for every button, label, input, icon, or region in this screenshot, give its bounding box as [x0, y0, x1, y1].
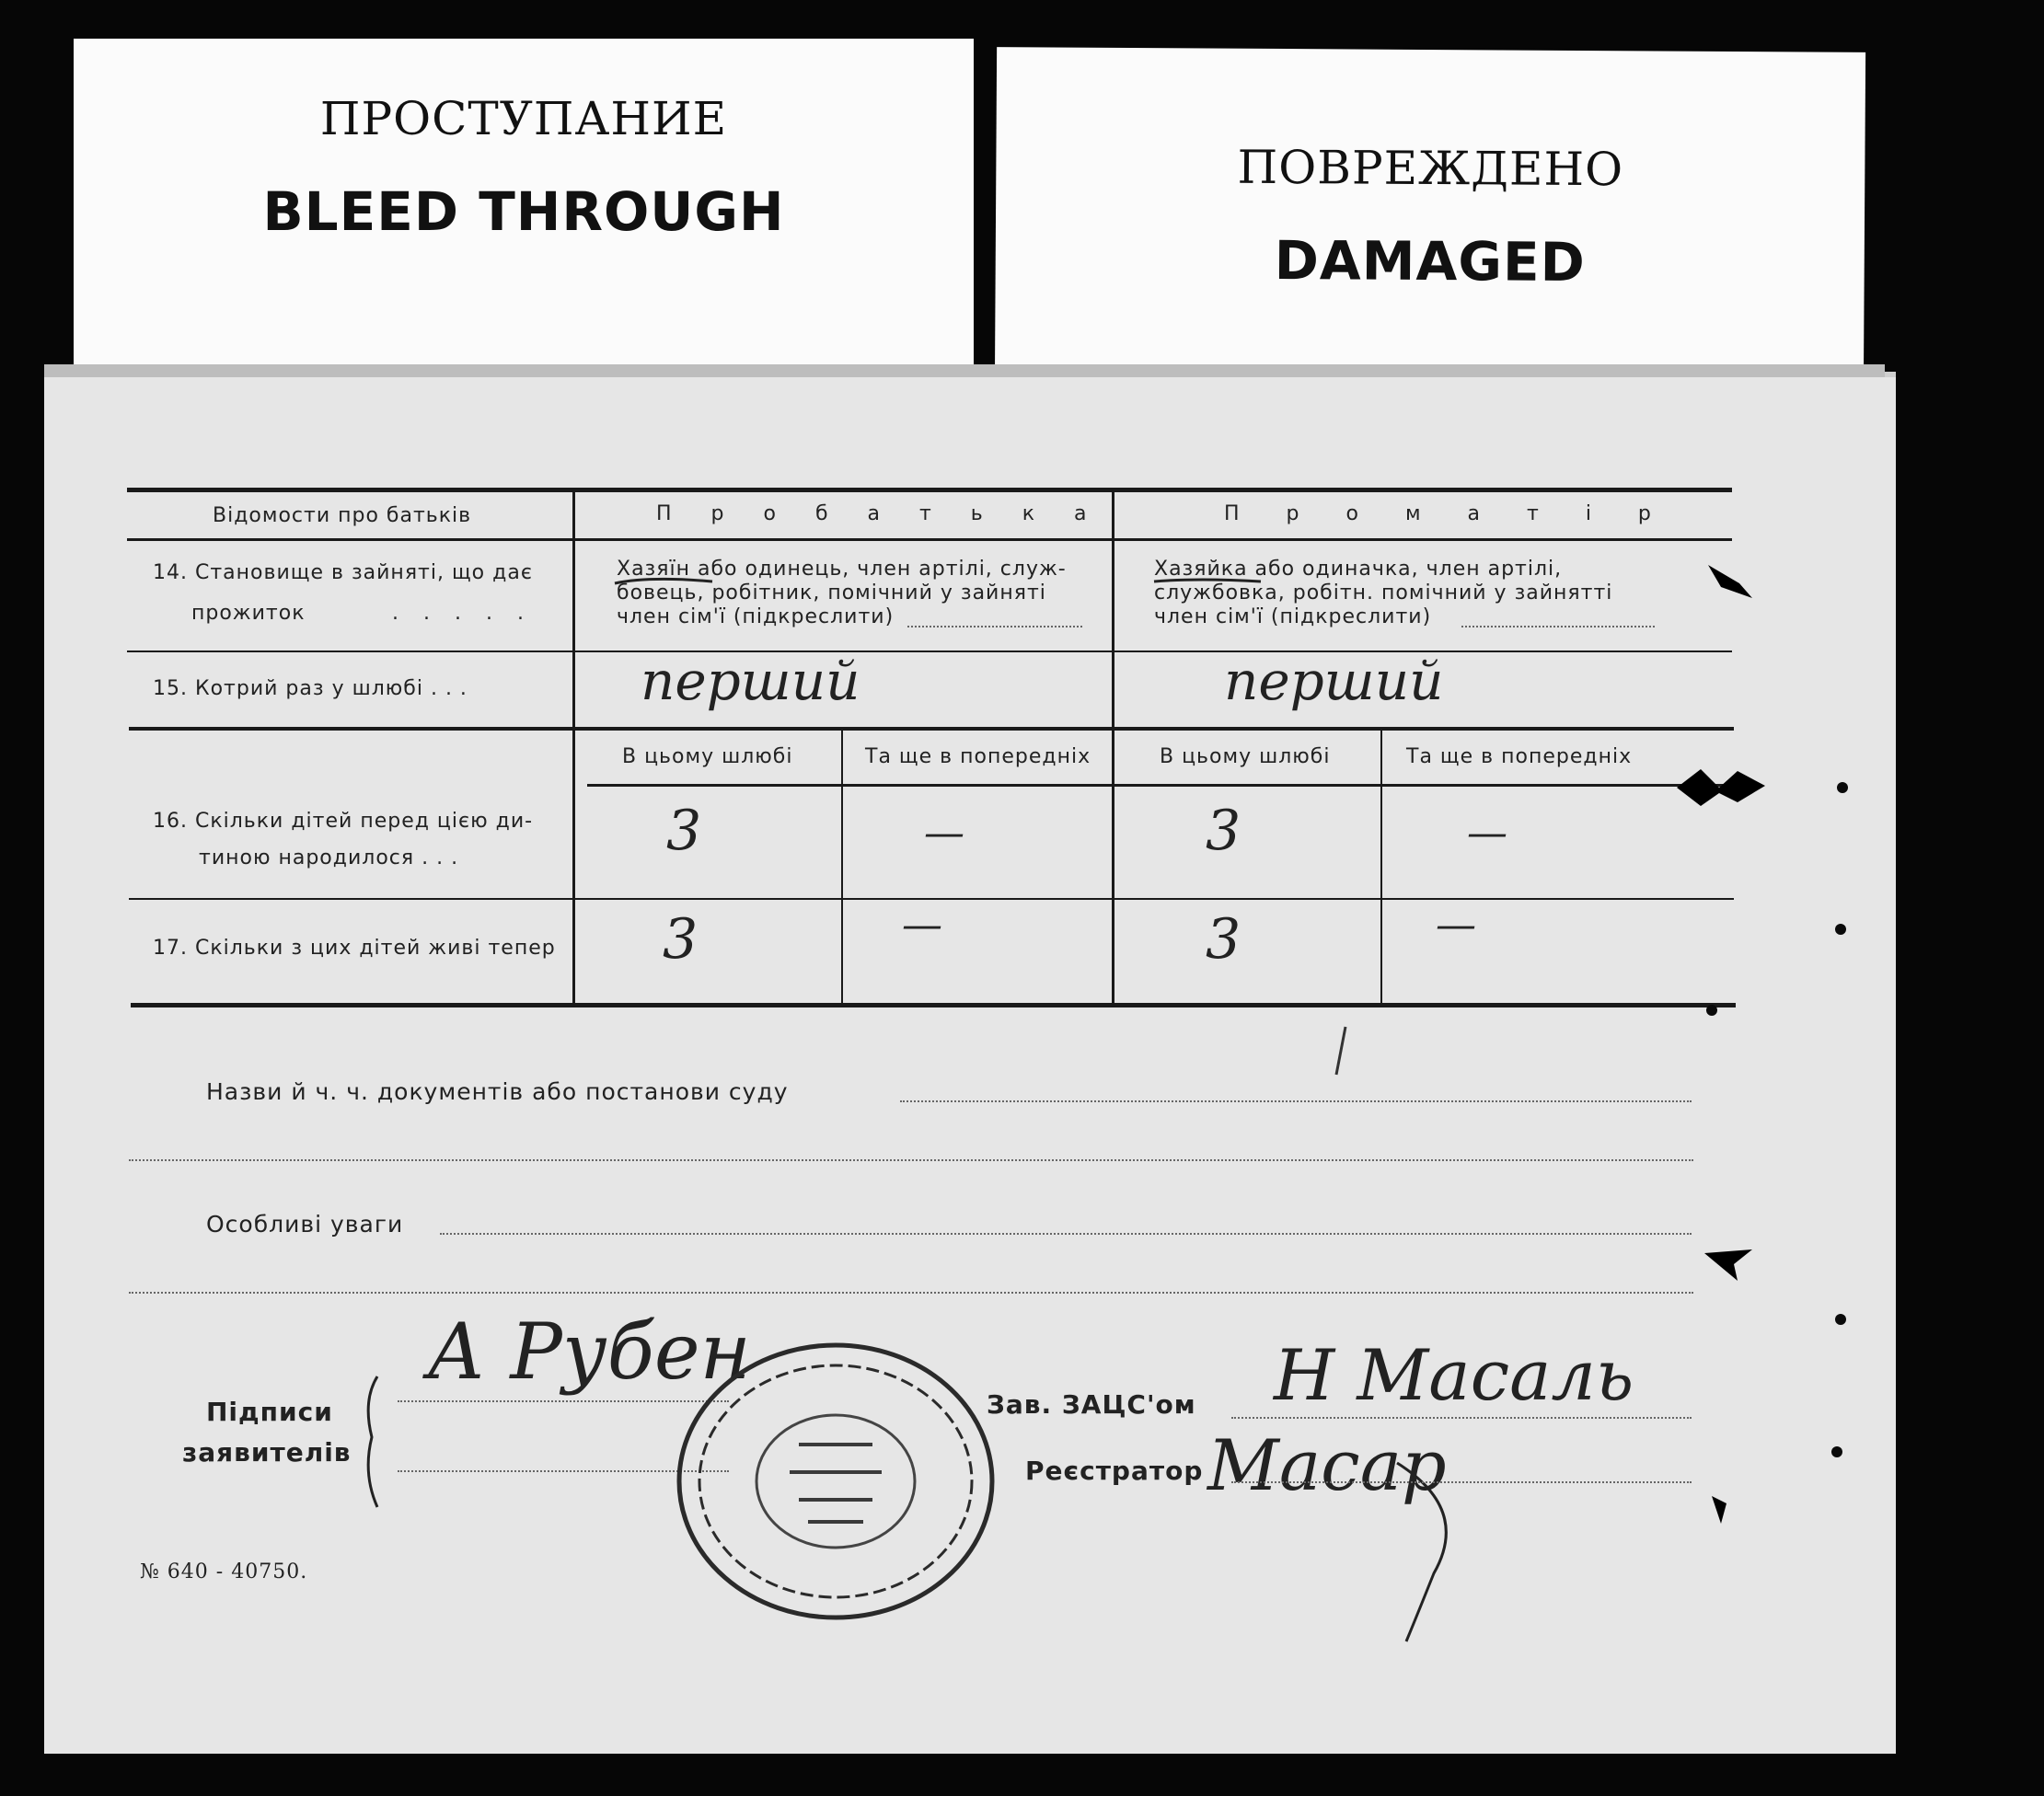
row17-father-this: 3 — [663, 907, 699, 972]
pin-mark-2 — [1835, 924, 1846, 935]
header-parents-info: Відомости про батьків — [213, 504, 472, 527]
pin-mark-3 — [1835, 1314, 1846, 1325]
bleed-through-en: BLEED THROUGH — [262, 180, 785, 243]
table-header-rule — [127, 538, 1732, 541]
pin-mark-4 — [1831, 1446, 1842, 1457]
row15-father-handwriting: перший — [641, 650, 860, 712]
documents-line-2 — [129, 1159, 1693, 1161]
bleed-through-ru: ПРОСТУПАНИЕ — [319, 92, 728, 145]
row17-label: 17. Скільки з цих дітей живі тепер — [153, 937, 556, 960]
row15-rule — [129, 727, 1734, 731]
remarks-label: Особливі уваги — [206, 1211, 404, 1238]
tear-hole-3 — [1701, 1244, 1756, 1284]
col-divider-mother — [1380, 731, 1382, 1007]
underline-khaziain — [613, 574, 714, 589]
remarks-line-1 — [440, 1233, 1692, 1235]
row14-mother-line3: член сім'ї (підкреслити) — [1154, 605, 1432, 628]
print-number: № 640 - 40750. — [140, 1560, 308, 1583]
row17-father-prev: — — [902, 902, 942, 949]
header-about-father: П р о б а т ь к а — [656, 502, 1103, 525]
table-bottom-rule — [131, 1003, 1736, 1007]
damaged-ru: ПОВРЕЖДЕНО — [1237, 140, 1624, 197]
bleed-through-card — [74, 39, 974, 379]
row16-label-b: тиною народилося . . . — [199, 846, 459, 869]
row16-father-this: 3 — [666, 799, 702, 863]
tear-hole-4 — [1704, 1491, 1732, 1527]
row17-mother-prev: — — [1436, 902, 1476, 949]
documents-line-1 — [900, 1100, 1692, 1102]
tear-hole-2 — [1673, 760, 1774, 815]
row16-mother-prev: — — [1467, 810, 1507, 857]
damaged-en: DAMAGED — [1274, 228, 1586, 294]
documents-label: Назви й ч. ч. документів або постанови суду — [206, 1078, 789, 1105]
applicants-signature-label-1: Підписи — [206, 1397, 333, 1427]
col-divider-1 — [572, 488, 575, 1007]
registrar-line — [1231, 1481, 1692, 1483]
pin-mark-1 — [1837, 782, 1848, 793]
subhead-mother-previous: Та ще в попередніх — [1406, 745, 1633, 768]
row14-label-a: 14. Становище в зайняті, що дає — [153, 561, 533, 584]
row14-rule — [127, 650, 1732, 652]
row17-mother-this: 3 — [1206, 907, 1241, 972]
row16-father-prev: — — [924, 810, 964, 857]
row16-mother-this: 3 — [1206, 799, 1241, 863]
tear-hole-1 — [1703, 558, 1758, 604]
subhead-rule — [587, 784, 1732, 787]
underline-khaziaika — [1152, 574, 1263, 589]
row15-mother-handwriting: перший — [1224, 650, 1444, 712]
applicant-signature: А Рубен — [427, 1307, 751, 1397]
table-top-rule — [127, 488, 1732, 492]
stray-pen-mark — [1329, 1023, 1351, 1078]
row14-father-line3: член сім'ї (підкреслити) — [617, 605, 895, 628]
row14-father-line2: бовець, робітник, помічний у зайняті — [617, 581, 1046, 604]
head-line — [1231, 1417, 1692, 1419]
row14-label-dots: . . . . . — [392, 602, 533, 625]
col-divider-2 — [1112, 488, 1114, 1007]
sheet-edge — [44, 364, 1885, 377]
registrar-signature: Масар — [1207, 1424, 1447, 1506]
official-stamp — [652, 1325, 1010, 1629]
head-of-registry-label: Зав. ЗАЦС'ом — [987, 1389, 1196, 1420]
row16-label-a: 16. Скільки дітей перед цією ди- — [153, 810, 534, 833]
row14-mother-line1: Хазяйка або одиначка, член артілі, — [1154, 558, 1563, 581]
signatures-brace — [357, 1373, 385, 1511]
row14-mother-fill — [1461, 626, 1655, 627]
registrar-label: Реєстратор — [1025, 1456, 1204, 1486]
row14-mother-line2: службовка, робітн. помічний у зайнятті — [1154, 581, 1613, 604]
pin-mark-5 — [1706, 1005, 1717, 1016]
header-about-mother: П р о м а т і р — [1224, 502, 1671, 525]
row14-father-line1: Хазяїн або одинець, член артілі, служ- — [617, 558, 1067, 581]
col-divider-father — [841, 731, 843, 1007]
applicants-signature-label-2: заявителів — [182, 1437, 352, 1468]
subhead-mother-this-marriage: В цьому шлюбі — [1160, 745, 1331, 768]
row14-father-fill — [907, 626, 1082, 627]
subhead-father-this-marriage: В цьому шлюбі — [622, 745, 793, 768]
damaged-card — [995, 47, 1865, 397]
row15-label: 15. Котрий раз у шлюбі . . . — [153, 677, 468, 700]
row14-label-b: прожиток — [191, 602, 306, 625]
row16-rule — [129, 898, 1734, 900]
head-of-registry-signature: Н Масаль — [1274, 1334, 1634, 1416]
remarks-line-2 — [129, 1292, 1693, 1294]
subhead-father-previous: Та ще в попередніх — [865, 745, 1091, 768]
